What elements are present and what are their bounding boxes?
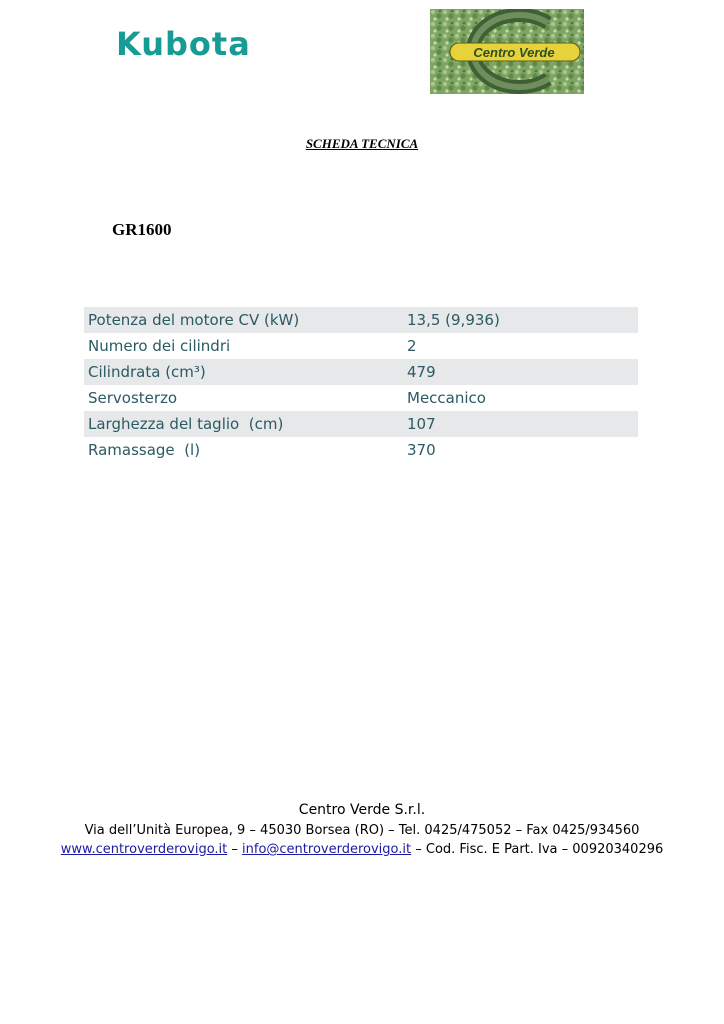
spec-label: Numero dei cilindri bbox=[88, 337, 231, 355]
page-title: SCHEDA TECNICA bbox=[305, 136, 419, 151]
spec-row bbox=[84, 307, 638, 333]
spec-table bbox=[84, 307, 638, 463]
spec-label: Cilindrata (cm³) bbox=[84, 359, 403, 385]
centro-verde-logo bbox=[430, 9, 584, 94]
centro-verde-logo-graphic bbox=[430, 9, 584, 94]
spec-row bbox=[84, 385, 638, 411]
email-link[interactable]: info@centroverderovigo.it bbox=[242, 842, 412, 857]
spec-label: Potenza del motore CV (kW) bbox=[84, 307, 403, 333]
kubota-logo bbox=[104, 20, 256, 68]
footer-address: Via dell’Unità Europea, 9 – 45030 Borsea (RO) – Tel. 0425/475052 – Fax 0425/934560 bbox=[84, 823, 640, 838]
spec-row bbox=[84, 333, 638, 359]
website-link[interactable]: www.centroverderovigo.it bbox=[60, 842, 228, 857]
model-name: GR1600 bbox=[112, 220, 172, 239]
spec-value: 479 bbox=[403, 359, 638, 385]
spec-value: 2 bbox=[407, 337, 417, 355]
footer-contacts bbox=[0, 842, 724, 857]
footer-separator: – bbox=[227, 842, 243, 857]
spec-row bbox=[84, 411, 638, 437]
spec-value: Meccanico bbox=[407, 389, 486, 407]
kubota-logo-text: Kubota bbox=[116, 25, 251, 63]
spec-label: Larghezza del taglio (cm) bbox=[84, 411, 403, 437]
centro-verde-logo-text: Centro Verde bbox=[473, 45, 555, 60]
spec-label: Servosterzo bbox=[88, 389, 178, 407]
spec-value: 13,5 (9,936) bbox=[403, 307, 638, 333]
footer-tax-info: – Cod. Fisc. E Part. Iva – 00920340296 bbox=[411, 842, 664, 857]
spec-row bbox=[84, 359, 638, 385]
spec-row bbox=[84, 437, 638, 463]
spec-value: 107 bbox=[403, 411, 638, 437]
spec-value: 370 bbox=[407, 441, 436, 459]
spec-label: Ramassage (l) bbox=[88, 441, 201, 459]
footer-company: Centro Verde S.r.l. bbox=[298, 802, 426, 818]
